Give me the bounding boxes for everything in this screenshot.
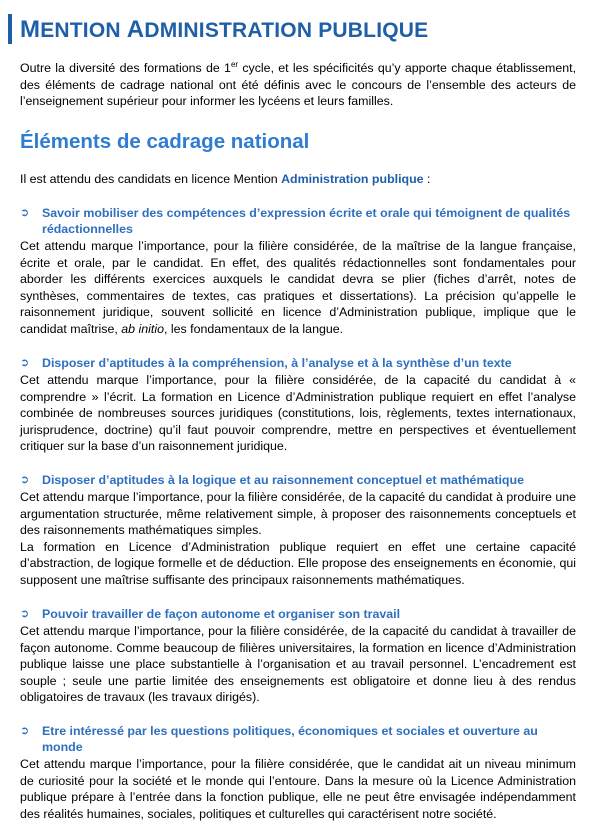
intro-paragraph: Outre la diversité des formations de 1er cycle, et les spécificités qu’y apporte chaque établissement, des éléments de cadrage national ont été définis avec le concours de l’ensemble des acteurs de l’enseignement supérieur pour informer les lycéens et leurs familles. xyxy=(20,59,577,108)
section-title: Éléments de cadrage national xyxy=(20,130,310,153)
arrow-right-icon: ➲ xyxy=(20,725,30,737)
criterion-body: Cet attendu marque l’importance, pour la filière considérée, de la capacité du candidat à « comprendre » l’écrit. La formation en Licence d’Administration publique requiert en effet l’analyse combinée de nombreuses sources juridiques (constitutions, lois, règlements, textes internationaux, jurisprudence, doctrine) qu’il faut pouvoir comprendre, mettre en perspectives et éventuellement critiquer sur la base d’un raisonnement juridique. xyxy=(20,373,576,453)
criterion-heading: ➲ Etre intéressé par les questions politiques, économiques et sociales et ouverture au monde xyxy=(20,724,538,754)
criterion-item xyxy=(20,355,576,455)
arrow-right-icon: ➲ xyxy=(20,474,30,486)
criterion-item xyxy=(20,472,576,588)
page-title: MENTION ADMINISTRATION PUBLIQUE xyxy=(20,16,429,43)
criterion-item xyxy=(20,606,576,706)
title-accent-bar xyxy=(8,14,12,44)
arrow-right-icon: ➲ xyxy=(20,608,30,620)
criterion-heading: ➲ Disposer d’aptitudes à la logique et au raisonnement conceptuel et mathématique xyxy=(20,473,524,487)
criterion-body: Cet attendu marque l’importance, pour la filière considérée, de la capacité du candidat à produire une argumentation structurée, même relativement simple, à proposer des raisonnements conceptuels et des raisonnements mathématiques simples. La formation en Licence d’Administration publique requiert en effet une certaine capacité d’abstraction, de logique formelle et de déduction. Elle propose des enseignements en économie, qui supposent une maîtrise suffisante des principaux raisonnements mathématiques. xyxy=(20,490,576,587)
criterion-heading: ➲ Savoir mobiliser des compétences d’expression écrite et orale qui témoignent de qualités rédactionnelles xyxy=(20,206,571,236)
arrow-right-icon: ➲ xyxy=(20,357,30,369)
criterion-heading: ➲ Pouvoir travailler de façon autonome et organiser son travail xyxy=(20,607,401,621)
criterion-body: Cet attendu marque l’importance, pour la filière considérée, de la capacité du candidat à travailler de façon autonome. Comme beaucoup de filières universitaires, la formation en licence d’Administration publique laisse une place substantielle à l’organisation et au travail personnel. L’encadrement est souple ; seule une partie limitée des enseignements est obligatoire et donne lieu à des rendus obligatoires de travaux (les travaux dirigés). xyxy=(20,624,576,704)
arrow-right-icon: ➲ xyxy=(20,207,30,219)
criterion-item xyxy=(20,723,576,822)
criterion-body: Cet attendu marque l’importance, pour la filière considérée, de la maîtrise de la langue française, écrite et orale, par le candidat. En effet, des qualités rédactionnelles sont fondamentales pour aborder les différents exercices auxquels le candidat devra se plier (fiches d’arrêt, notes de synthèses, commentaires de textes, cas pratiques et dissertations). La précision qu’appelle le raisonnement juridique, souvent sollicité en licence d’Administration publique, implique que le candidat maîtrise, ab initio, les fondamentaux de la langue. xyxy=(20,239,576,336)
criterion-heading: ➲ Disposer d’aptitudes à la compréhension, à l’analyse et à la synthèse d’un texte xyxy=(20,356,512,370)
lead-sentence: Il est attendu des candidats en licence Mention Administration publique : xyxy=(20,172,431,186)
criterion-item xyxy=(20,205,576,337)
criterion-body: Cet attendu marque l’importance, pour la filière considérée, que le candidat ait un niveau minimum de curiosité pour la société et le monde qui l’entoure. Dans la mesure où la Licence Administration publique prépare à l’entrée dans la fonction publique, elle ne peut être envisagée indépendamment des réalités humaines, sociales, politiques et culturelles qui caractérisent notre société. xyxy=(20,757,576,821)
